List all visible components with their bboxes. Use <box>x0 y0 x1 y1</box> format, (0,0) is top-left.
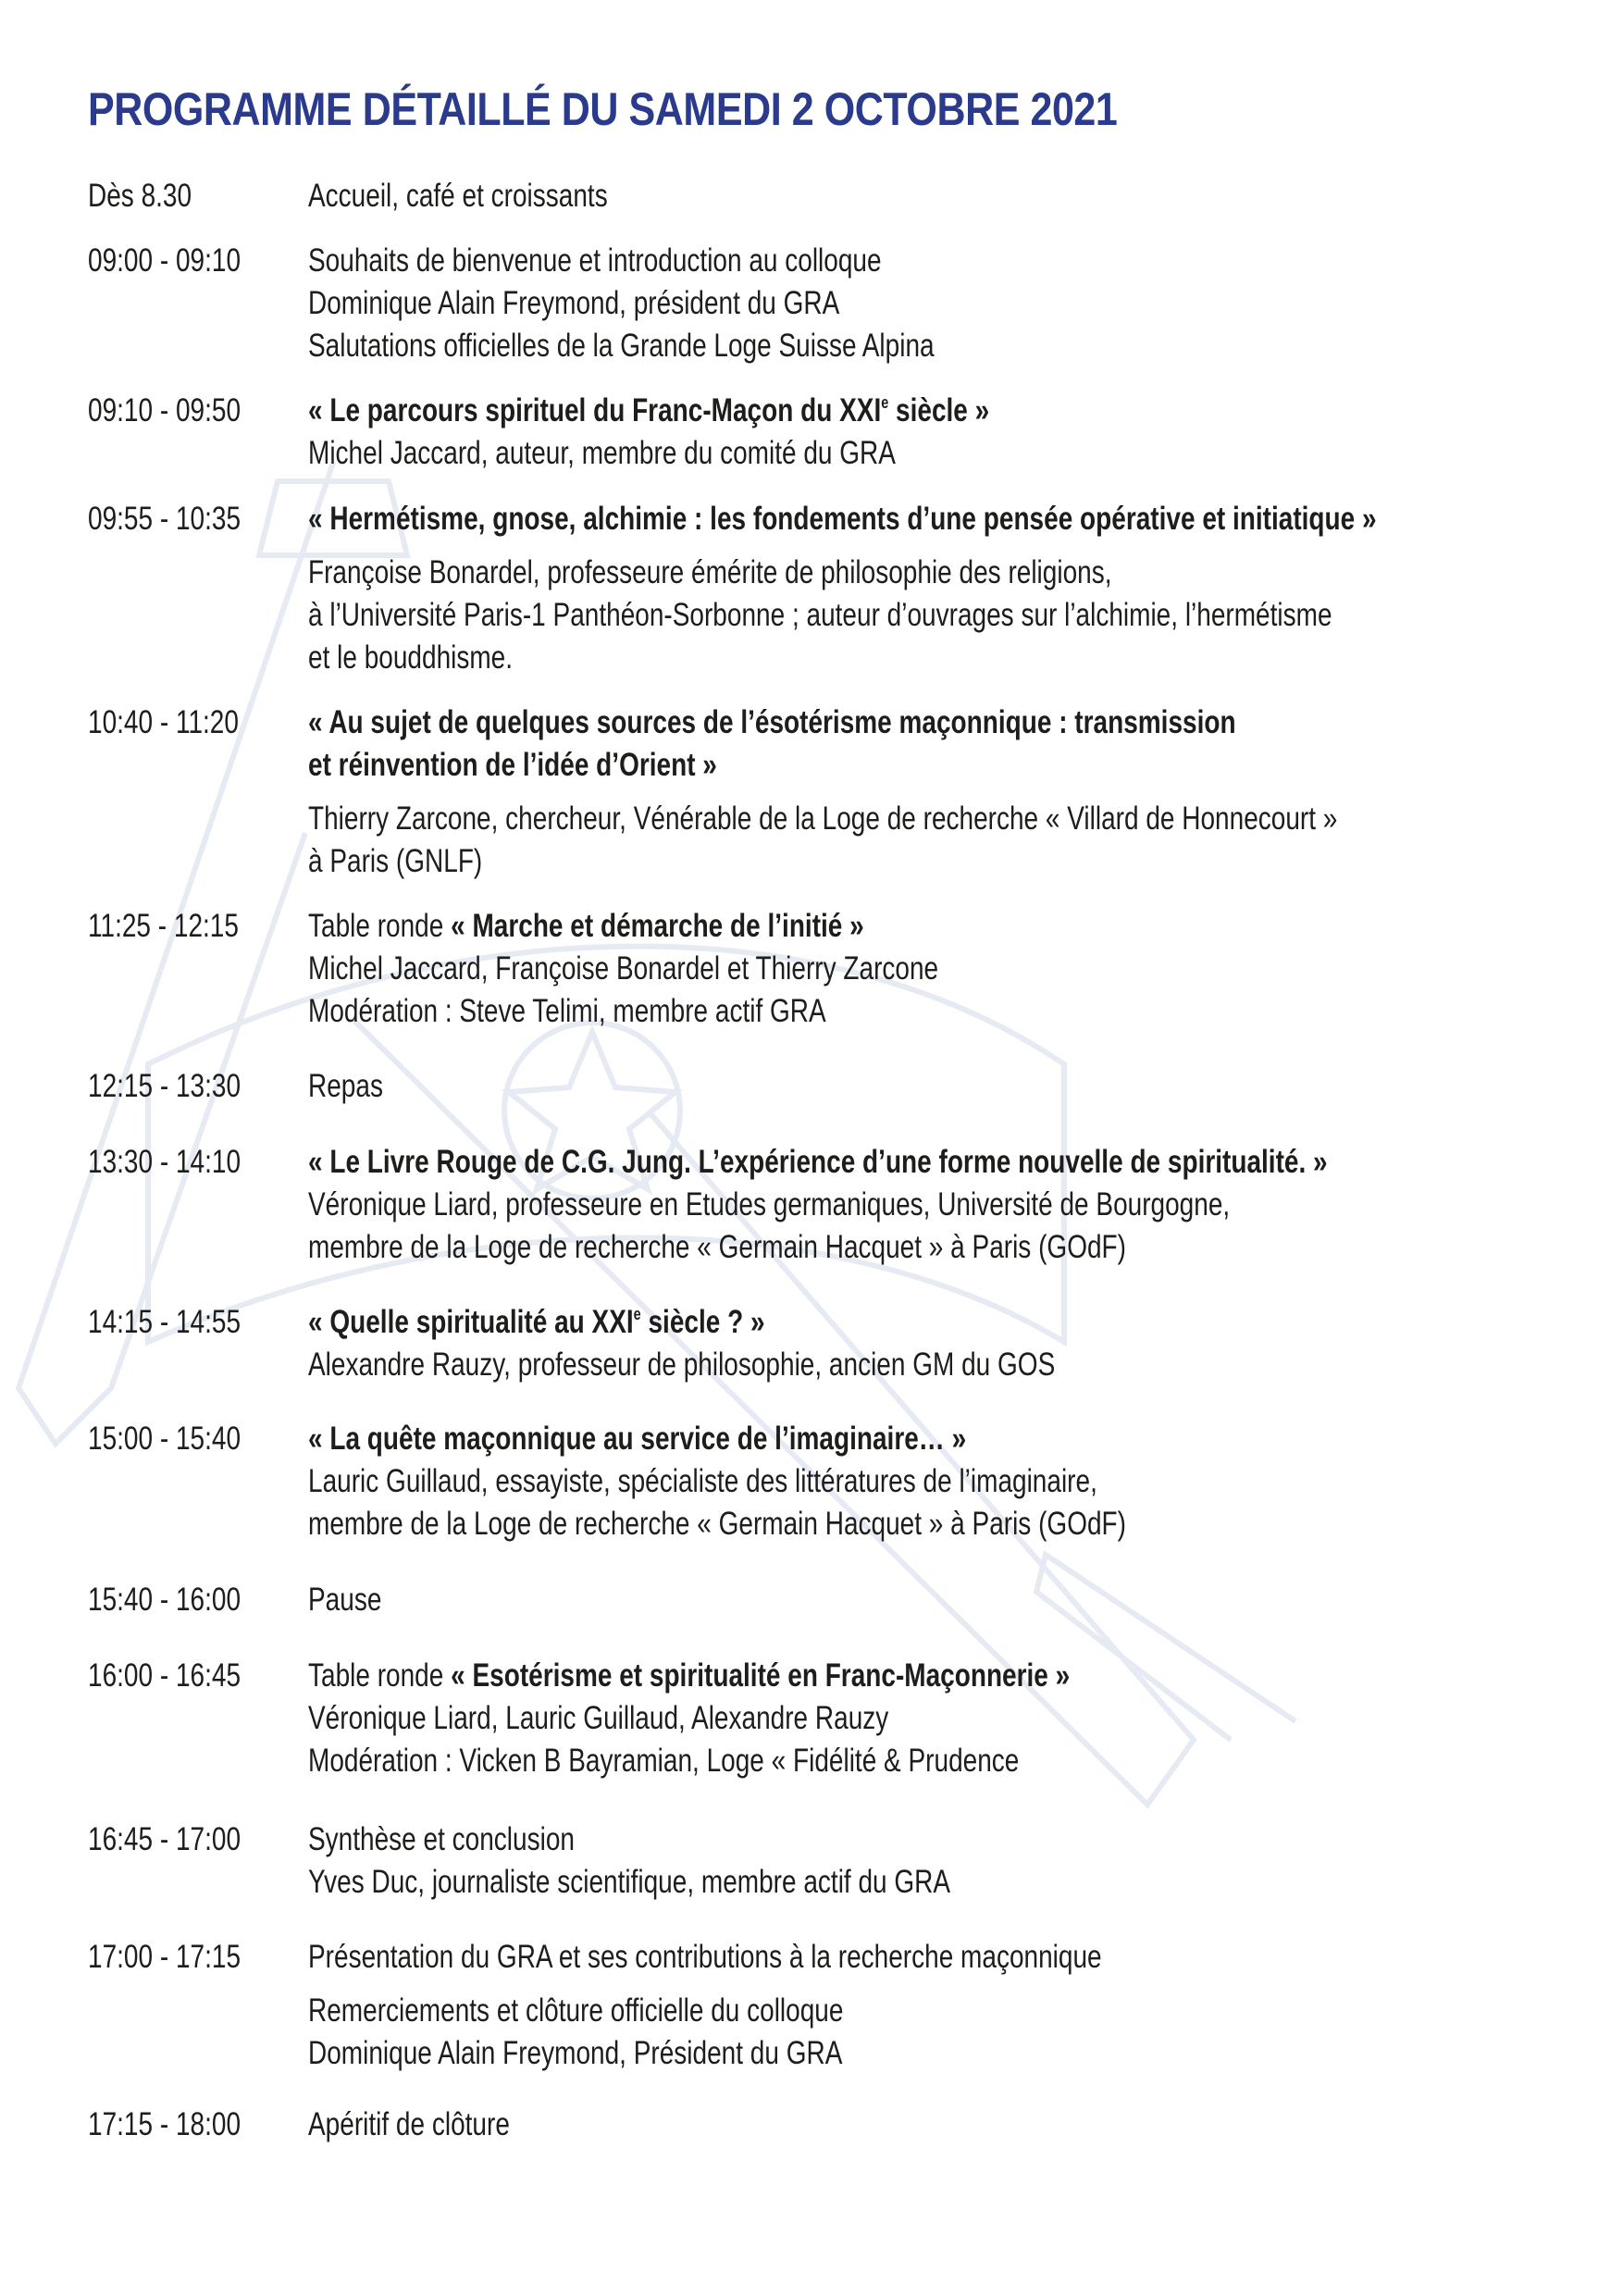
entry-speaker: membre de la Loge de recherche « Germain Hacquet » à Paris (GOdF) <box>308 1506 1126 1542</box>
entry-time: 14:15 - 14:55 <box>88 1304 242 1340</box>
entry-speaker: Véronique Liard, Lauric Guillaud, Alexandre Rauzy <box>308 1700 889 1736</box>
entry-body <box>308 240 1604 367</box>
entry-moderator: Modération : Steve Telimi, membre actif GRA <box>308 993 826 1029</box>
entry-time: 11:25 - 12:15 <box>88 908 239 944</box>
entry-speaker: Alexandre Rauzy, professeur de philosophie, ancien GM du GOS <box>308 1347 1056 1383</box>
entry-time: 13:30 - 14:10 <box>88 1144 242 1180</box>
entry-speaker: Lauric Guillaud, essayiste, spécialiste des littératures de l’imaginaire, <box>308 1463 1097 1499</box>
entry-speaker: Michel Jaccard, Françoise Bonardel et Thierry Zarcone <box>308 950 939 987</box>
entry-description: Remerciements et clôture officielle du colloque <box>308 1992 844 2029</box>
entry-speaker: Dominique Alain Freymond, Président du GRA <box>308 2035 843 2071</box>
entry-body <box>308 1655 1604 1782</box>
entry-description: Synthèse et conclusion <box>308 1821 575 1857</box>
talk-title <box>308 701 1344 744</box>
entry-time: 15:40 - 16:00 <box>88 1582 242 1618</box>
talk-title-text: « Le Livre Rouge de C.G. Jung. L’expérience d’une forme nouvelle de spiritualité. » <box>308 1144 1328 1180</box>
entry-body <box>308 1301 1604 1386</box>
talk-title <box>308 1655 1344 1697</box>
entry-time: 15:00 - 15:40 <box>88 1421 242 1457</box>
entry-speaker: Françoise Bonardel, professeure émérite de philosophie des religions, <box>308 554 1112 590</box>
entry-description: Pause <box>308 1582 382 1618</box>
entry-description: Accueil, café et croissants <box>308 178 608 214</box>
entry-description: Repas <box>308 1068 383 1104</box>
entry-speaker: Thierry Zarcone, chercheur, Vénérable de la Loge de recherche « Villard de Honnecourt » <box>308 800 1338 837</box>
talk-title <box>308 1418 1344 1460</box>
entry-time: 17:15 - 18:00 <box>88 2106 242 2142</box>
entry-description: Apéritif de clôture <box>308 2106 510 2142</box>
entry-time: 16:45 - 17:00 <box>88 1821 242 1857</box>
entry-description: Présentation du GRA et ses contributions à la recherche maçonnique <box>308 1939 1102 1975</box>
entry-body <box>308 1579 1604 1621</box>
entry-body <box>308 2104 1604 2146</box>
entry-body <box>308 1818 1604 1904</box>
entry-description: Souhaits de bienvenue et introduction au colloque <box>308 242 882 279</box>
talk-title <box>308 390 1344 432</box>
entry-time: 10:40 - 11:20 <box>88 704 239 740</box>
entry-body <box>308 175 1604 217</box>
session-type: Table ronde <box>308 908 452 944</box>
talk-title-text: « Marche et démarche de l’initié » <box>451 908 864 944</box>
entry-body <box>308 1065 1604 1108</box>
entry-description: Salutations officielles de la Grande Loge Suisse Alpina <box>308 328 935 364</box>
entry-time: 17:00 - 17:15 <box>88 1939 242 1975</box>
entry-body <box>308 1418 1604 1545</box>
entry-moderator: Modération : Vicken B Bayramian, Loge « Fidélité & Prudence <box>308 1743 1020 1779</box>
entry-time: 09:10 - 09:50 <box>88 392 242 428</box>
talk-title-text: « Le parcours spirituel du Franc-Maçon du XXI <box>308 392 882 428</box>
talk-title-text: « Quelle spiritualité au XXI <box>308 1304 634 1340</box>
entry-speaker: membre de la Loge de recherche « Germain Hacquet » à Paris (GOdF) <box>308 1229 1126 1265</box>
talk-title <box>308 744 1344 787</box>
entry-time: Dès 8.30 <box>88 178 192 214</box>
talk-title-text: « Hermétisme, gnose, alchimie : les fondements d’une pensée opérative et initiatique » <box>308 501 1377 537</box>
talk-title-text: « La quête maçonnique au service de l’imaginaire… » <box>308 1421 967 1457</box>
talk-title <box>308 1141 1344 1184</box>
entry-speaker: Véronique Liard, professeure en Etudes germaniques, Université de Bourgogne, <box>308 1186 1231 1222</box>
talk-title-superscript: e <box>881 393 889 412</box>
entry-speaker: Michel Jaccard, auteur, membre du comité du GRA <box>308 435 896 471</box>
talk-title-text: et réinvention de l’idée d’Orient » <box>308 747 717 783</box>
talk-title <box>308 905 1344 948</box>
talk-title <box>308 1301 1344 1344</box>
entry-time: 12:15 - 13:30 <box>88 1068 242 1104</box>
session-type: Table ronde <box>308 1657 452 1694</box>
page-title: PROGRAMME DÉTAILLÉ DU SAMEDI 2 OCTOBRE 2021 <box>88 83 1118 135</box>
entry-body <box>308 701 1604 883</box>
entry-body <box>308 498 1604 679</box>
entry-speaker: et le bouddhisme. <box>308 639 514 676</box>
talk-title-text: « Esotérisme et spiritualité en Franc-Maçonnerie » <box>451 1657 1071 1694</box>
entry-speaker: à l’Université Paris-1 Panthéon-Sorbonne ; auteur d’ouvrages sur l’alchimie, l’hermétisme <box>308 597 1332 633</box>
entry-speaker: Dominique Alain Freymond, président du GRA <box>308 285 840 321</box>
entry-body <box>308 390 1604 475</box>
talk-title <box>308 498 1377 540</box>
talk-title-text: siècle ? » <box>640 1304 765 1340</box>
entry-body <box>308 1141 1604 1269</box>
talk-title-text: « Au sujet de quelques sources de l’ésotérisme maçonnique : transmission <box>308 704 1236 740</box>
entry-body <box>308 1936 1604 2075</box>
entry-speaker: Yves Duc, journaliste scientifique, membre actif du GRA <box>308 1864 951 1900</box>
entry-time: 09:55 - 10:35 <box>88 501 242 537</box>
talk-title-superscript: e <box>633 1305 641 1323</box>
entry-body <box>308 905 1604 1033</box>
entry-time: 09:00 - 09:10 <box>88 242 242 279</box>
entry-time: 16:00 - 16:45 <box>88 1657 242 1694</box>
talk-title-text: siècle » <box>888 392 990 428</box>
entry-speaker: à Paris (GNLF) <box>308 843 483 879</box>
